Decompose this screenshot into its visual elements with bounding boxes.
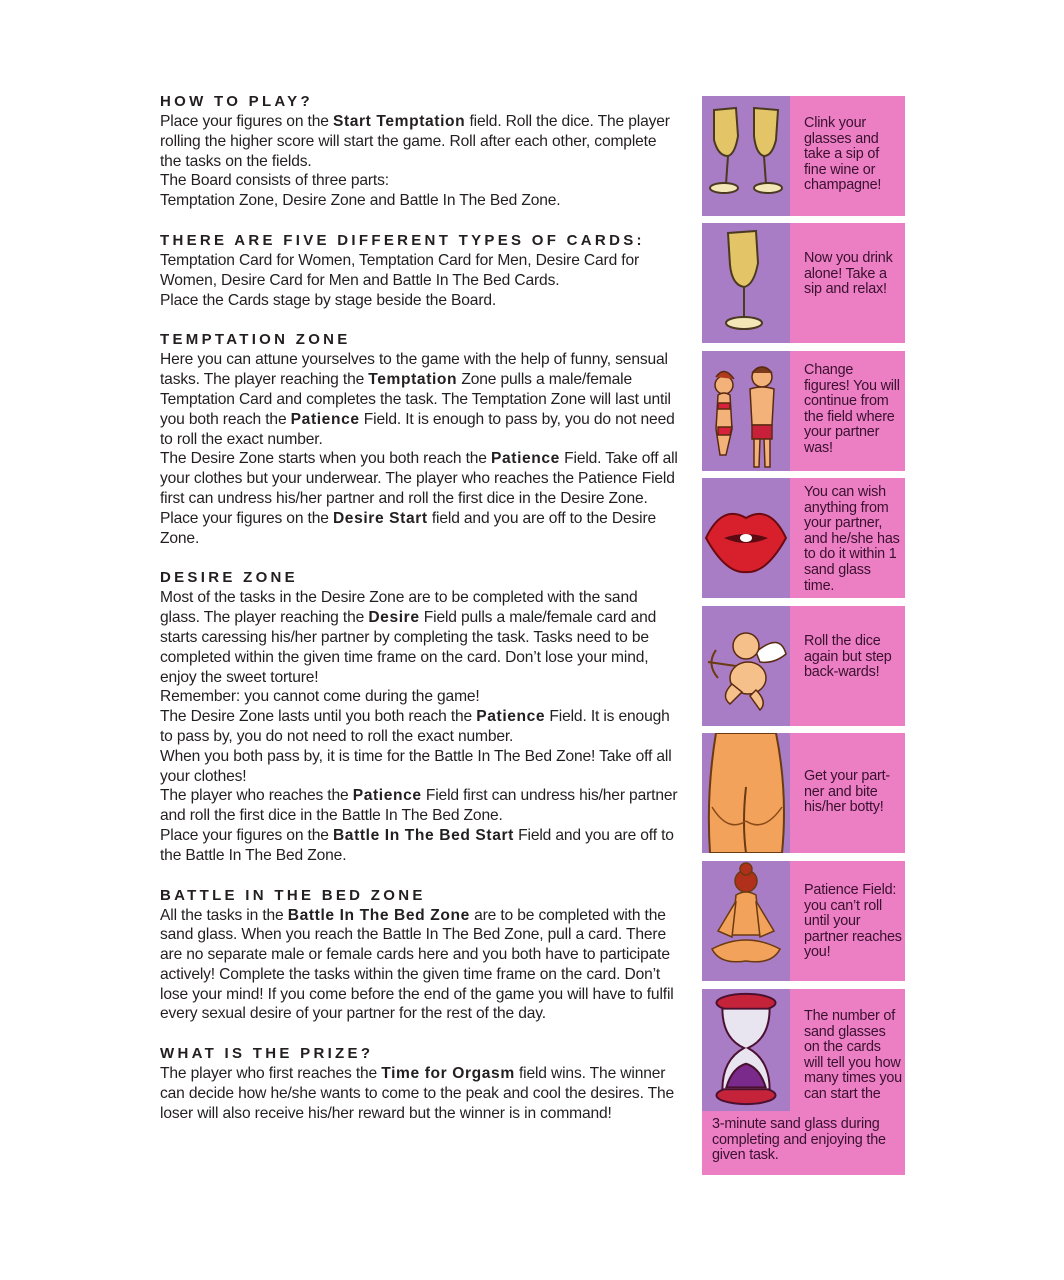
field-tile-cheers <box>702 96 905 216</box>
field-text: Patience Field: you can’t roll until your partner reaches you! <box>804 882 902 961</box>
meditating-woman-icon <box>702 861 790 981</box>
paragraph: The player who first reaches the Time for Orgasm field wins. The winner can decide how he/she wants to come to the peak and cool the desires. The loser will also receive his/her reward but the winner is in command! <box>160 1065 675 1122</box>
paragraph: The player who reaches the Patience Field first can undress his/her partner and roll the first dice in the Battle In The Bed Zone. <box>160 787 678 825</box>
buttocks-icon <box>702 733 790 853</box>
paragraph: Place your figures on the Desire Start field and you are off to the Desire Zone. <box>160 509 657 547</box>
field-text: Now you drink alone! Take a sip and relax! <box>804 250 893 298</box>
field-text: Change figures! You will continue from the field where your partner was! <box>804 362 900 456</box>
champagne-glasses-icon <box>702 96 790 216</box>
couple-icon <box>702 351 790 471</box>
instructions-column <box>160 92 680 1144</box>
field-text: Get your part-ner and bite his/her botty! <box>804 768 890 816</box>
paragraph: Most of the tasks in the Desire Zone are to be completed with the sand glass. The player reaching the Desire Field pulls a male/female card and starts caressing his/her partner by completing the task. Tasks need to be completed within the given time frame on the card. Don’t lose your mind, enjoy the sweet torture! <box>160 589 657 686</box>
paragraph: Place the Cards stage by stage beside the Board. <box>160 291 497 309</box>
field-text: Roll the dice again but step back-wards! <box>804 633 892 681</box>
section-title: THERE ARE FIVE DIFFERENT TYPES OF CARDS: <box>160 231 645 249</box>
hourglass-icon <box>702 989 790 1111</box>
field-tile-backwards <box>702 606 905 726</box>
champagne-glass-icon <box>702 223 790 343</box>
section-title: HOW TO PLAY? <box>160 93 313 110</box>
paragraph: The Desire Zone lasts until you both reach the Patience Field. It is enough to pass by, you do not need to roll the exact number. <box>160 708 670 745</box>
section-card-types <box>160 231 680 310</box>
paragraph: The Desire Zone starts when you both reach the Patience Field. Take off all your clothes but your underwear. The player who reaches the Patience Field first can undress his/her partner and roll the first dice in the Desire Zone. <box>160 450 678 507</box>
paragraph: When you both pass by, it is time for the Battle In The Bed Zone! Take off all your clothes! <box>160 747 672 785</box>
field-text: You can wish anything from your partner, and he/she has to do it within 1 sand glass time. <box>804 484 900 594</box>
paragraph: Place your figures on the Battle In The Bed Start Field and you are off to the Battle In The Bed Zone. <box>160 826 674 864</box>
section-battle-zone <box>160 886 680 1025</box>
field-tile-change-figures <box>702 351 905 471</box>
field-text-continued: 3-minute sand glass during completing and enjoying the given task. <box>712 1116 886 1164</box>
field-tile-bite <box>702 733 905 853</box>
section-temptation-zone <box>160 330 680 548</box>
section-title: TEMPTATION ZONE <box>160 331 351 349</box>
field-tile-wish <box>702 478 905 598</box>
field-tile-sand-glass <box>702 989 905 1175</box>
section-title: WHAT IS THE PRIZE? <box>160 1045 374 1063</box>
lips-icon <box>702 478 790 598</box>
paragraph: Place your figures on the Start Temptation field. Roll the dice. The player rolling the higher score will start the game. Roll after each other, complete the tasks on the fields. <box>160 113 670 170</box>
paragraph: The Board consists of three parts: <box>160 172 389 190</box>
section-prize <box>160 1044 680 1123</box>
paragraph: Temptation Zone, Desire Zone and Battle In The Bed Zone. <box>160 192 561 210</box>
section-title: BATTLE IN THE BED ZONE <box>160 886 426 904</box>
section-title: DESIRE ZONE <box>160 569 298 587</box>
paragraph: Here you can attune yourselves to the game with the help of funny, sensual tasks. The player reaching the Temptation Zone pulls a male/female Temptation Card and completes the task. The Temptation Zone will last until you both reach the Patience Field. It is enough to pass by, you do not need to roll the exact number. <box>160 351 675 448</box>
field-tile-patience <box>702 861 905 981</box>
section-desire-zone <box>160 568 680 865</box>
field-tile-drink-alone <box>702 223 905 343</box>
field-text: Clink your glasses and take a sip of fine wine or champagne! <box>804 115 882 194</box>
section-how-to-play <box>160 92 680 211</box>
paragraph: Remember: you cannot come during the game! <box>160 688 480 706</box>
field-text: The number of sand glasses on the cards will tell you how many times you can start the <box>804 1008 902 1102</box>
paragraph: Temptation Card for Women, Temptation Card for Men, Desire Card for Women, Desire Card for Men and Battle In The Bed Cards. <box>160 251 640 289</box>
paragraph: All the tasks in the Battle In The Bed Zone are to be completed with the sand glass. When you reach the Battle In The Bed Zone, pull a card. There are no separate male or female cards here and you both have to participate actively! Complete the tasks within the given time frame on the card. Don’t lose your mind! If you come before the end of the game you will have to fulfil every sexual desire of your partner for the rest of the day. <box>160 906 674 1023</box>
cupid-icon <box>702 606 790 726</box>
